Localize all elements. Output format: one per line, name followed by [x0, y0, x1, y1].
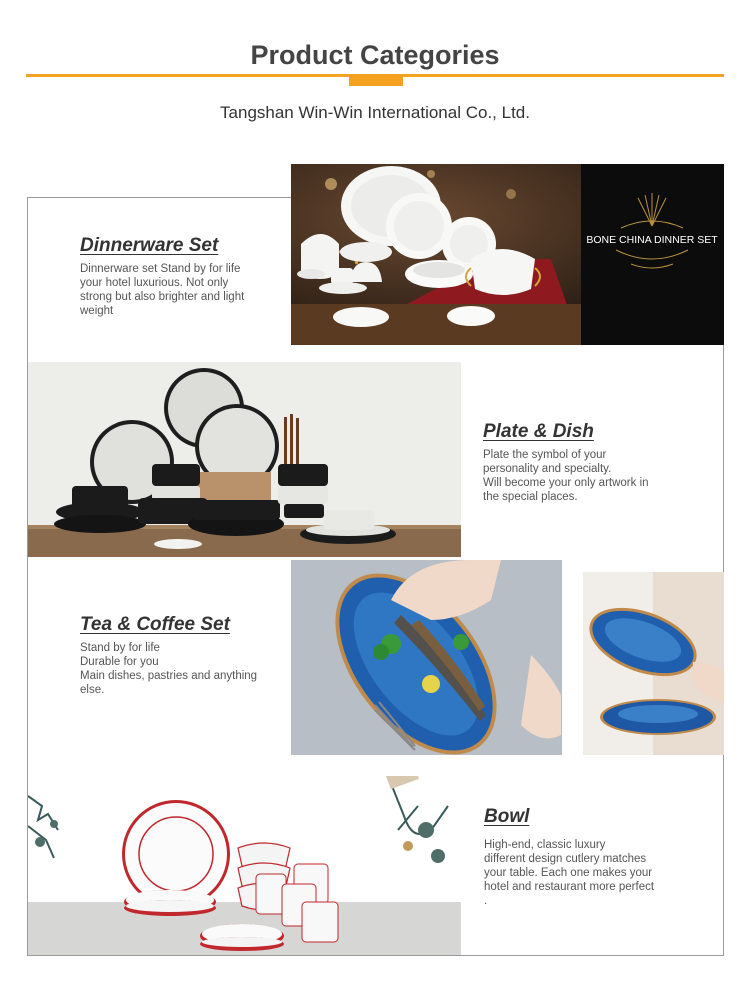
category-desc-bowl [484, 838, 669, 908]
category-desc-plate-dish [483, 448, 668, 504]
desc-line: Will become your only artwork in [483, 477, 649, 489]
banner-text: BONE CHINA DINNER SET [586, 234, 718, 246]
desc-line: hotel and restaurant more perfect [484, 881, 655, 893]
desc-line: Dinnerware set Stand by for life [80, 263, 241, 275]
desc-line: High-end, classic luxury [484, 839, 606, 851]
desc-line: personality and specialty. [483, 463, 612, 475]
desc-line: Main dishes, pastries and anything [80, 670, 258, 682]
page-title: Product Categories [250, 40, 500, 70]
desc-line: Stand by for life [80, 642, 160, 654]
category-desc-tea-coffee-set [80, 641, 265, 697]
category-desc-dinnerware-set [80, 262, 265, 318]
desc-line: Durable for you [80, 656, 159, 668]
desc-line: the special places. [483, 491, 578, 503]
desc-line: your table. Each one makes your [484, 867, 653, 879]
bowl-photo[interactable] [28, 776, 461, 955]
category-title-tea-coffee-set[interactable]: Tea & Coffee Set [80, 614, 230, 635]
desc-line: weight [80, 305, 114, 317]
desc-line: . [484, 895, 488, 907]
category-title-bowl[interactable]: Bowl [484, 806, 530, 827]
desc-line: your hotel luxurious. Not only [80, 277, 229, 289]
tea-coffee-set-photo-main[interactable] [291, 560, 562, 755]
tea-coffee-set-photo-side[interactable] [583, 572, 724, 755]
desc-line: different design cutlery matches [484, 853, 647, 865]
category-title-plate-dish[interactable]: Plate & Dish [483, 421, 594, 442]
dinnerware-set-photo[interactable] [291, 164, 724, 345]
desc-line: else. [80, 684, 105, 696]
desc-line: strong but also brighter and light [80, 291, 245, 303]
desc-line: Plate the symbol of your [483, 449, 607, 461]
title-rule-notch [349, 77, 403, 86]
plate-dish-photo[interactable] [28, 362, 461, 557]
category-title-dinnerware-set[interactable]: Dinnerware Set [80, 235, 219, 256]
company-name: Tangshan Win-Win International Co., Ltd. [220, 103, 530, 122]
